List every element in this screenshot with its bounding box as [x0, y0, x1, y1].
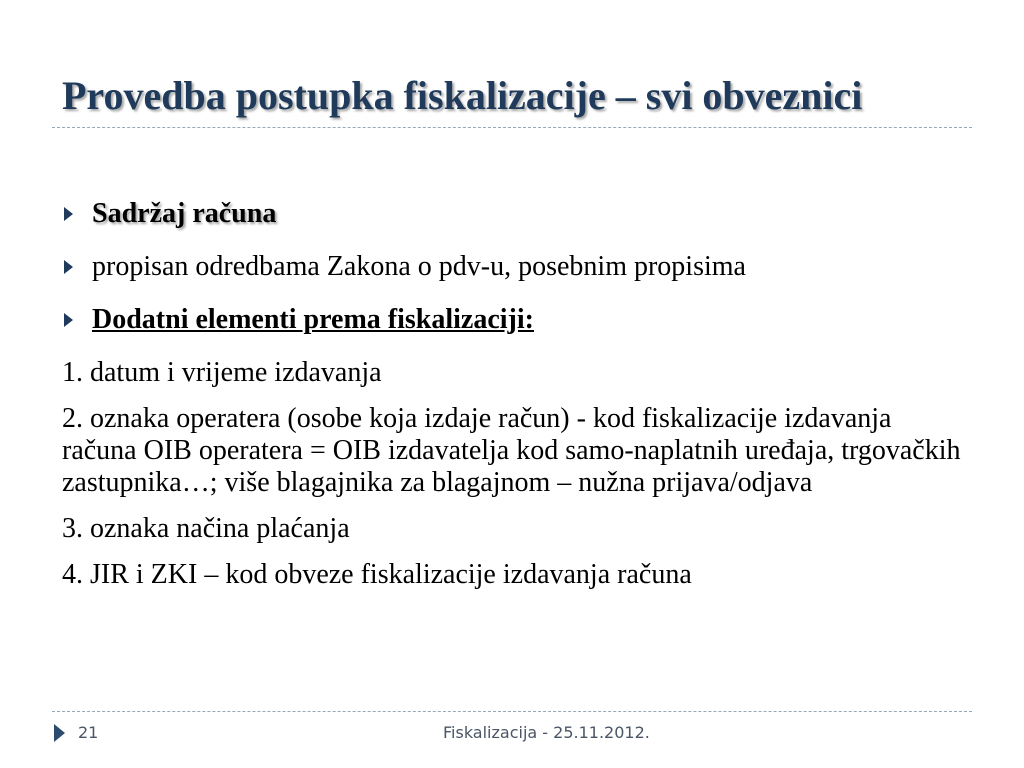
bullet-item	[62, 304, 972, 336]
footer-text: Fiskalizacija - 25.11.2012.	[443, 723, 650, 742]
title-divider	[52, 127, 972, 128]
slide-content	[62, 198, 972, 605]
numbered-item: 3. oznaka načina plaćanja	[62, 513, 350, 544]
numbered-item: 2. oznaka operatera (osobe koja izdaje račun) - kod fiskalizacije izdavanja računa OIB operatera = OIB izdavatelja kod samo-naplatnih uređaja, trgovačkih zastupnika…; više blagajnika za blagajnom – nužna prijava/odjava	[62, 403, 961, 498]
footer-divider	[52, 711, 972, 712]
slide-title: Provedba postupka fiskalizacije – svi obveznici	[62, 73, 863, 118]
bullet-item	[62, 198, 972, 230]
numbered-item: 1. datum i vrijeme izdavanja	[62, 357, 382, 388]
page-number: 21	[78, 723, 99, 742]
triangle-right-icon	[64, 313, 73, 327]
bullet-text: Sadržaj računa	[92, 198, 277, 229]
numbered-item: 4. JIR i ZKI – kod obveze fiskalizacije izdavanja računa	[62, 559, 692, 590]
triangle-right-icon	[64, 207, 73, 221]
bullet-item	[62, 251, 972, 283]
bullet-text: Dodatni elementi prema fiskalizaciji:	[92, 304, 534, 335]
bullet-text: propisan odredbama Zakona o pdv-u, posebnim propisima	[92, 251, 746, 282]
triangle-right-icon	[54, 724, 65, 742]
triangle-right-icon	[64, 260, 73, 274]
